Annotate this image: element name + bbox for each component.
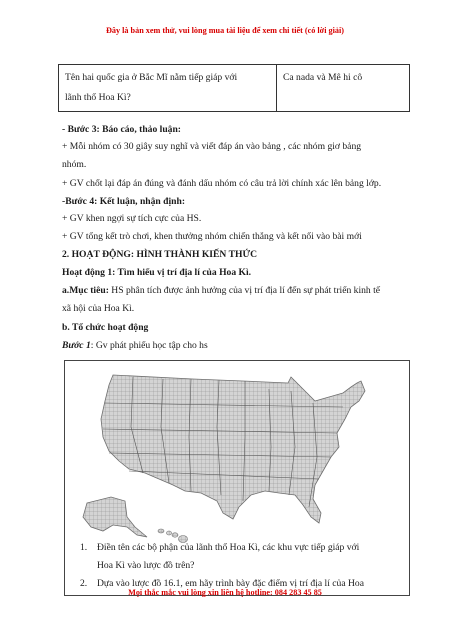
goal-line-cont: xã hội của Hoa Kì. bbox=[62, 303, 135, 314]
step4-heading: -Bước 4: Kết luận, nhận định: bbox=[62, 196, 186, 207]
table-row bbox=[59, 65, 410, 112]
step1-text: : Gv phát phiếu học tập cho hs bbox=[90, 340, 208, 351]
us-blank-county-map bbox=[73, 367, 399, 547]
step3-line2: + GV chốt lại đáp án đúng và đánh dấu nhóm có câu trả lời chính xác lên bảng lớp. bbox=[62, 178, 382, 189]
section-heading: 2. HOẠT ĐỘNG: HÌNH THÀNH KIẾN THỨC bbox=[62, 249, 258, 260]
step4-line1: + GV khen ngợi sự tích cực của HS. bbox=[62, 213, 202, 224]
contiguous-us-shape bbox=[101, 375, 365, 523]
step3-line1-cont: nhóm. bbox=[62, 159, 87, 170]
list-item-2: Dựa vào lược đồ 16.1, em hãy trình bày đặc điểm vị trí địa lí của Hoa bbox=[97, 578, 364, 589]
question-table bbox=[58, 64, 410, 112]
hawaii-shape bbox=[158, 529, 188, 543]
hotline-banner: Mọi thắc mắc vui lòng xin liên hệ hotline: 084 283 45 85 bbox=[128, 588, 322, 597]
question-text: Tên hai quốc gia ở Bắc Mĩ nằm tiếp giáp với bbox=[65, 72, 238, 83]
list-num-2: 2. bbox=[80, 578, 88, 589]
preview-banner: Đây là bản xem thử, vui lòng mua tài liệu để xem chi tiết (có lời giải) bbox=[105, 26, 344, 35]
alaska-shape bbox=[83, 497, 147, 537]
goal-line bbox=[62, 285, 380, 297]
list-item-1-cont: Hoa Kì vào lược đồ trên? bbox=[97, 560, 195, 571]
activity-heading: Hoạt động 1: Tìm hiểu vị trí địa lí của Hoa Kì. bbox=[62, 267, 252, 278]
step4-line2: + GV tổng kết trò chơi, khen thưởng nhóm chiến thắng và kết nối vào bài mới bbox=[62, 231, 362, 242]
goal-label: a.Mục tiêu: bbox=[62, 285, 109, 296]
question-cell bbox=[59, 65, 277, 112]
answer-cell: Ca nada và Mê hi cô bbox=[277, 65, 410, 112]
step3-heading: - Bước 3: Báo cáo, thảo luận: bbox=[62, 124, 181, 135]
organization-heading: b. Tổ chức hoạt động bbox=[62, 322, 149, 333]
goal-text: HS phân tích được ảnh hưởng của vị trí địa lí đến sự phát triển kinh tế bbox=[108, 285, 381, 296]
step1-label: Bước 1 bbox=[62, 340, 91, 351]
step3-line1: + Mỗi nhóm có 30 giây suy nghĩ và viết đáp án vào bảng , các nhóm giơ bảng bbox=[62, 141, 362, 152]
list-item-1: Điền tên các bộ phận của lãnh thổ Hoa Kì, các khu vực tiếp giáp với bbox=[97, 542, 360, 553]
question-text-cont: lãnh thổ Hoa Kì? bbox=[65, 92, 131, 103]
step1-line bbox=[62, 340, 208, 352]
list-num-1: 1. bbox=[80, 542, 88, 553]
